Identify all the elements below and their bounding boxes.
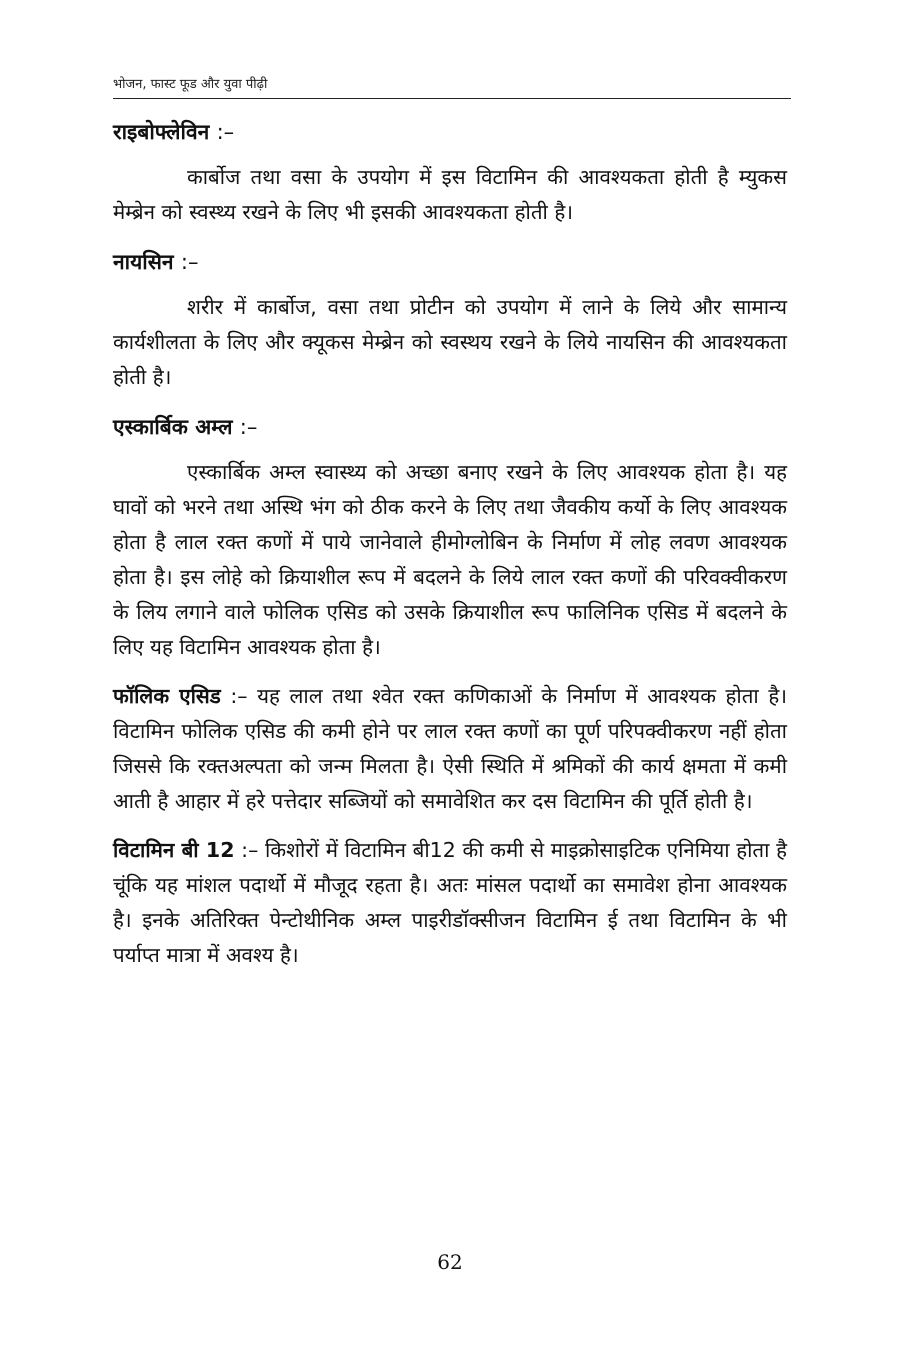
heading-separator: :– <box>239 415 258 439</box>
section-title: विटामिन बी 12 <box>113 838 235 862</box>
section-body-folic-acid: यह लाल तथा श्वेत रक्त कणिकाओं के निर्माण में आवश्यक होता है। विटामिन फोलिक एसिड की कमी होने पर लाल रक्त कणों का पूर्ण परिपक्वीकरण नहीं होता जिससे कि रक्तअल्पता को जन्म मिलता है। ऐसी स्थिति में श्रमिकों की कार्य क्षमता में कमी आती है आहार में हरे पत्तेदार सब्जियों को समावेशित कर दस विटामिन की पूर्ति होती है। <box>113 684 787 813</box>
section-title: एस्कार्बिक अम्ल <box>113 415 233 439</box>
section-body-niacin: शरीर में कार्बोज, वसा तथा प्रोटीन को उपयोग में लाने के लिये और सामान्य कार्यशीलता के लिए और क्यूकस मेम्ब्रेन को स्वस्थय रखने के लिये नायसिन की आवश्यकता होती है। <box>113 295 787 389</box>
section-heading-niacin <box>113 244 787 280</box>
section-body-vitamin-b12: किशोरों में विटामिन बी12 की कमी से माइक्रोसाइटिक एनिमिया होता है चूंकि यह मांशल पदार्थो में मौजूद रहता है। अतः मांसल पदार्थो का समावेश होना आवश्यक है। इनके अतिरिक्त पेन्टोथीनिक अम्ल पाइरीडॉक्सीजन विटामिन ई तथा विटामिन के भी पर्याप्त मात्रा में अवश्य है। <box>113 838 787 967</box>
section-vitamin-b12 <box>113 833 787 973</box>
section-body-ascorbic-acid: एस्कार्बिक अम्ल स्वास्थ्य को अच्छा बनाए रखने के लिए आवश्यक होता है। यह घावों को भरने तथा अस्थि भंग को ठीक करने के लिए तथा जैवकीय कर्यो के लिए आवश्यक होता है लाल रक्त कणों में पाये जानेवाले हीमोग्लोबिन के निर्माण में लोह लवण आवश्यक होता है। इस लोहे को क्रियाशील रूप में बदलने के लिये लाल रक्त कणों की परिवक्वीकरण के लिय लगाने वाले फोलिक एसिड को उसके क्रियाशील रूप फालिनिक एसिड में बदलने के लिए यह विटामिन आवश्यक होता है। <box>113 460 787 659</box>
section-heading-riboflavin <box>113 114 787 150</box>
section-title: फॉलिक एसिड <box>113 684 221 708</box>
page-number: 62 <box>437 1250 463 1274</box>
heading-separator: :– <box>180 250 199 274</box>
running-header <box>113 74 791 99</box>
heading-separator: :– <box>216 120 235 144</box>
page-content <box>113 110 787 987</box>
section-body-riboflavin: कार्बोज तथा वसा के उपयोग में इस विटामिन की आवश्यकता होती है म्युकस मेम्ब्रेन को स्वस्थ्य रखने के लिए भी इसकी आवश्यकता होती है। <box>113 165 787 224</box>
heading-separator: :– <box>230 684 248 708</box>
section-title: नायसिन <box>113 250 174 274</box>
section-title: राइबोफ्लेविन <box>113 120 210 144</box>
heading-separator: :– <box>241 838 259 862</box>
running-header-title: भोजन, फास्ट फूड और युवा पीढ़ी <box>113 77 268 92</box>
section-heading-ascorbic-acid <box>113 409 787 445</box>
section-folic-acid <box>113 679 787 819</box>
